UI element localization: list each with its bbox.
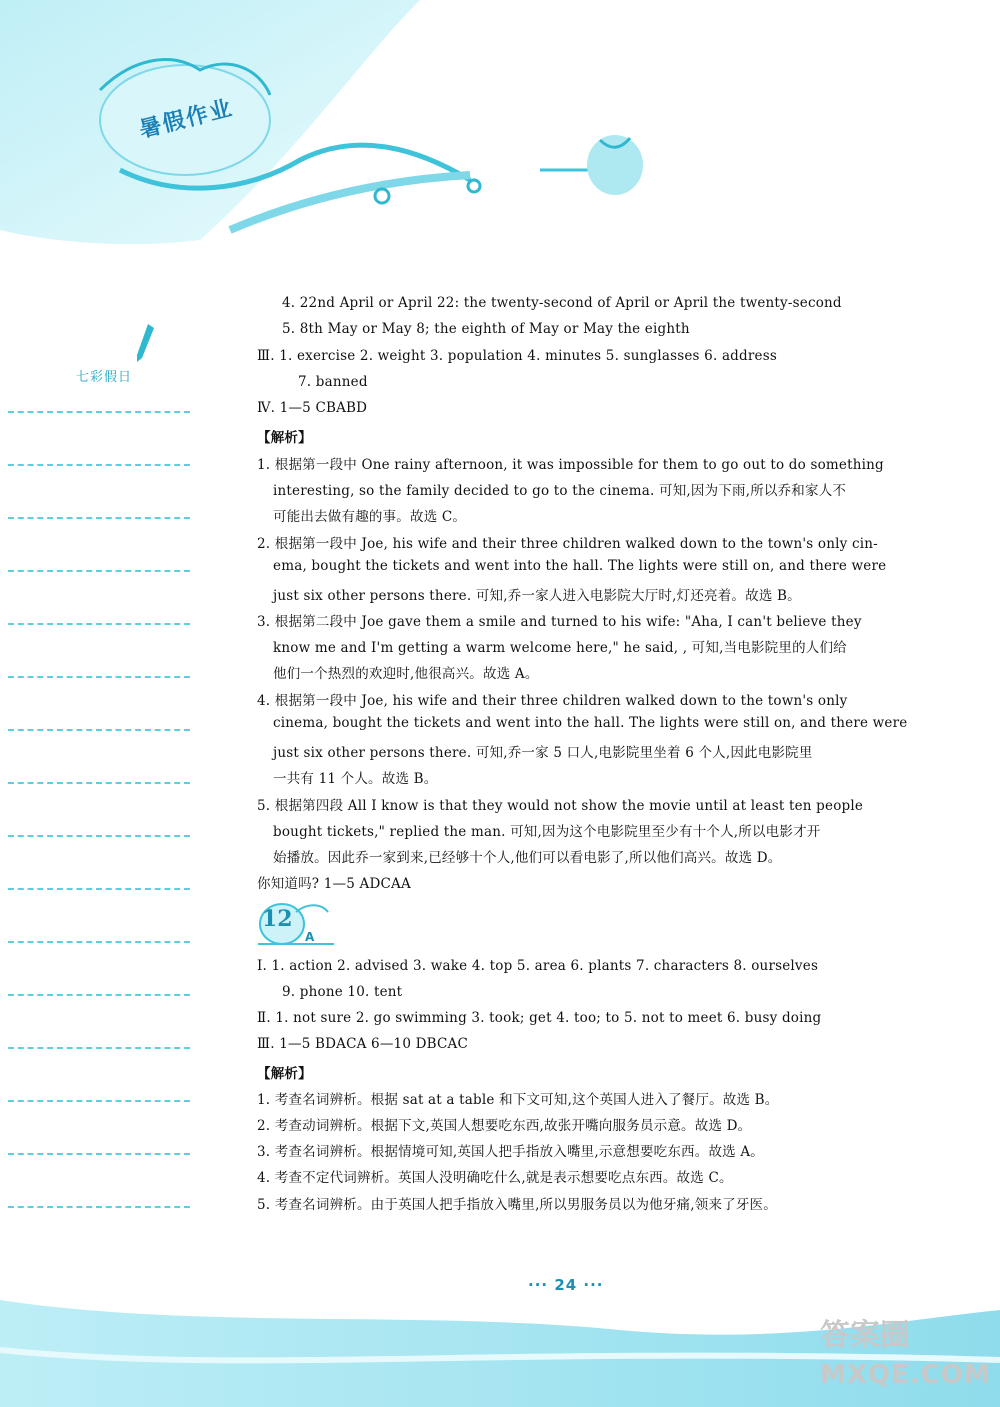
sidebar-dash-line bbox=[8, 464, 190, 466]
unit-subtitle: A bbox=[305, 930, 315, 944]
answer-line: 7. banned bbox=[298, 374, 368, 390]
sidebar-dash-line bbox=[8, 1047, 190, 1049]
analysis-line: know me and I'm getting a warm welcome here," he said, , 可知,当电影院里的人们给 bbox=[273, 640, 847, 656]
analysis-line: 始播放。因此乔一家到来,已经够十个人,他们可以看电影了,所以他们高兴。故选 D。 bbox=[273, 850, 782, 866]
sidebar-dash-line bbox=[8, 835, 190, 837]
analysis-heading: 【解析】 bbox=[257, 1066, 312, 1082]
analysis-line: 3. 考查名词辨析。根据情境可知,英国人把手指放入嘴里,示意想要吃东西。故选 A。 bbox=[257, 1144, 764, 1160]
analysis-line: 4. 考查不定代词辨析。英国人没明确吃什么,就是表示想要吃点东西。故选 C。 bbox=[257, 1170, 733, 1186]
analysis-line: cinema, bought the tickets and went into the hall. The lights were still on, and there were bbox=[273, 715, 908, 731]
sidebar-dash-line bbox=[8, 570, 190, 572]
analysis-line: 可能出去做有趣的事。故选 C。 bbox=[273, 509, 467, 525]
analysis-line: 1. 根据第一段中 One rainy afternoon, it was impossible for them to go out to do something bbox=[257, 457, 884, 473]
banner-title: 暑假作业 bbox=[136, 95, 237, 144]
analysis-heading: 【解析】 bbox=[257, 430, 312, 446]
analysis-line: 一共有 11 个人。故选 B。 bbox=[273, 771, 438, 787]
watermark-url: MXQE.COM bbox=[820, 1360, 991, 1390]
sidebar-dash-line bbox=[8, 994, 190, 996]
analysis-line: 5. 考查名词辨析。由于英国人把手指放入嘴里,所以男服务员以为他牙痛,领来了牙医。 bbox=[257, 1197, 777, 1213]
sidebar-dash-line bbox=[8, 1153, 190, 1155]
analysis-line: 3. 根据第二段中 Joe gave them a smile and turned to his wife: "Aha, I can't believe they bbox=[257, 614, 862, 630]
sidebar-label: 七彩假日 bbox=[76, 370, 133, 385]
answer-line: Ⅳ. 1—5 CBABD bbox=[257, 400, 368, 416]
answer-line: 4. 22nd April or April 22: the twenty-second of April or April the twenty-second bbox=[282, 295, 842, 311]
analysis-line: 1. 考查名词辨析。根据 sat at a table 和下文可知,这个英国人进入了餐厅。故选 B。 bbox=[257, 1092, 779, 1108]
pen-icon bbox=[132, 322, 156, 364]
sidebar-dash-line bbox=[8, 729, 190, 731]
answer-line: Ⅱ. 1. not sure 2. go swimming 3. took; get 4. too; to 5. not to meet 6. busy doing bbox=[257, 1010, 822, 1026]
answer-line: Ⅲ. 1—5 BDACA 6—10 DBCAC bbox=[257, 1036, 468, 1052]
answer-line: 5. 8th May or May 8; the eighth of May or May the eighth bbox=[282, 321, 690, 337]
sidebar-dash-line bbox=[8, 1100, 190, 1102]
watermark-logo: 答案圈 bbox=[820, 1318, 910, 1353]
header-banner bbox=[0, 0, 720, 260]
analysis-line: bought tickets," replied the man. 可知,因为这个电影院里至少有十个人,所以电影才开 bbox=[273, 824, 821, 840]
did-you-know-line: 你知道吗? 1—5 ADCAA bbox=[257, 876, 411, 892]
sidebar-dash-line bbox=[8, 623, 190, 625]
page-number: ··· 24 ··· bbox=[528, 1276, 604, 1294]
unit-number: 12 bbox=[262, 906, 293, 932]
sidebar-dash-line bbox=[8, 941, 190, 943]
analysis-line: just six other persons there. 可知,乔一家人进入电影院大厅时,灯还亮着。故选 B。 bbox=[273, 588, 801, 604]
answer-line: 9. phone 10. tent bbox=[282, 984, 403, 1000]
sidebar-dash-line bbox=[8, 676, 190, 678]
sidebar-dash-line bbox=[8, 411, 190, 413]
answer-line: Ⅲ. 1. exercise 2. weight 3. population 4. minutes 5. sunglasses 6. address bbox=[257, 348, 777, 364]
sidebar-dash-line bbox=[8, 517, 190, 519]
analysis-line: ema, bought the tickets and went into the hall. The lights were still on, and there were bbox=[273, 558, 887, 574]
analysis-line: just six other persons there. 可知,乔一家 5 口人,电影院里坐着 6 个人,因此电影院里 bbox=[273, 745, 813, 761]
analysis-line: 4. 根据第一段中 Joe, his wife and their three children walked down to the town's only bbox=[257, 693, 848, 709]
sidebar-dash-line bbox=[8, 888, 190, 890]
sidebar-dash-line bbox=[8, 782, 190, 784]
sidebar-dash-line bbox=[8, 1206, 190, 1208]
analysis-line: 2. 考查动词辨析。根据下文,英国人想要吃东西,故张开嘴向服务员示意。故选 D。 bbox=[257, 1118, 752, 1134]
analysis-line: 2. 根据第一段中 Joe, his wife and their three children walked down to the town's only cin- bbox=[257, 536, 878, 552]
analysis-line: 5. 根据第四段 All I know is that they would not show the movie until at least ten people bbox=[257, 798, 864, 814]
answer-line: Ⅰ. 1. action 2. advised 3. wake 4. top 5. area 6. plants 7. characters 8. ourselves bbox=[257, 958, 819, 974]
analysis-line: interesting, so the family decided to go to the cinema. 可知,因为下雨,所以乔和家人不 bbox=[273, 483, 847, 499]
analysis-line: 他们一个热烈的欢迎时,他很高兴。故选 A。 bbox=[273, 666, 539, 682]
